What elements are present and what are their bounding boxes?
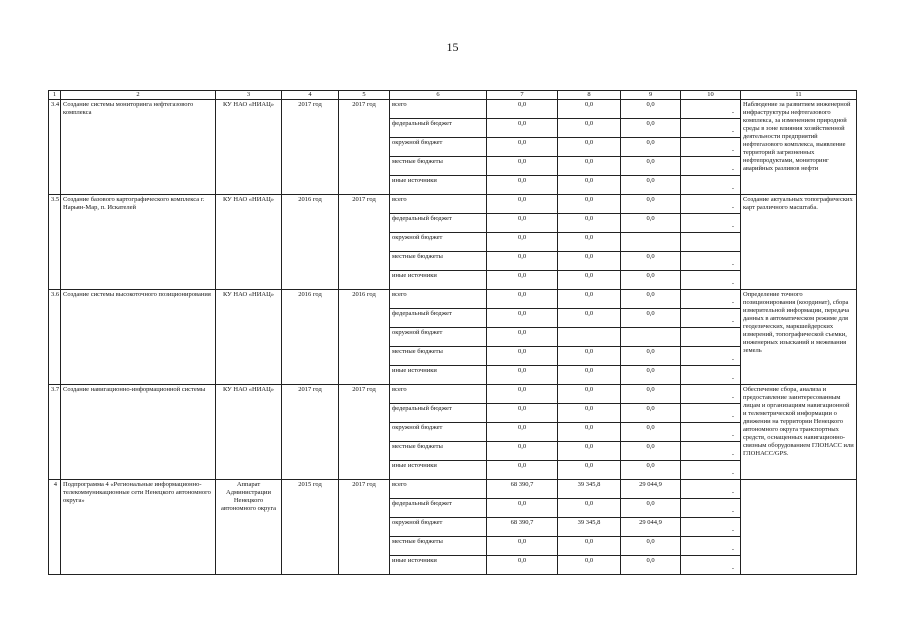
funding-source: окружной бюджет xyxy=(390,328,487,347)
amount-col-8: 39 345,8 xyxy=(558,518,621,537)
amount-col-8: 0,0 xyxy=(558,214,621,233)
amount-col-10: - xyxy=(681,138,741,157)
amount-col-8: 0,0 xyxy=(558,290,621,309)
amount-col-8: 0,0 xyxy=(558,423,621,442)
column-number-row xyxy=(49,91,857,100)
funding-source: иные источники xyxy=(390,556,487,575)
amount-col-8: 0,0 xyxy=(558,404,621,423)
funding-source: федеральный бюджет xyxy=(390,404,487,423)
amount-col-8: 0,0 xyxy=(558,233,621,252)
start-year: 2016 год xyxy=(282,195,339,290)
amount-col-7: 0,0 xyxy=(487,119,558,138)
amount-col-9: 0,0 xyxy=(621,119,681,138)
amount-col-9: 0,0 xyxy=(621,404,681,423)
end-year: 2017 год xyxy=(339,100,390,195)
column-number: 10 xyxy=(681,91,741,100)
amount-col-7: 0,0 xyxy=(487,138,558,157)
amount-col-8 xyxy=(558,328,621,347)
table-row xyxy=(49,290,857,309)
amount-col-7: 0,0 xyxy=(487,347,558,366)
column-number: 6 xyxy=(390,91,487,100)
amount-col-7: 68 390,7 xyxy=(487,480,558,499)
funding-source: местные бюджеты xyxy=(390,347,487,366)
amount-col-10: - xyxy=(681,537,741,556)
table-row xyxy=(49,100,857,119)
amount-col-9: 0,0 xyxy=(621,214,681,233)
funding-source: всего xyxy=(390,290,487,309)
amount-col-8: 0,0 xyxy=(558,138,621,157)
measure-name: Создание системы мониторинга нефтегазового комплекса xyxy=(61,100,216,195)
funding-source: всего xyxy=(390,385,487,404)
column-number: 4 xyxy=(282,91,339,100)
amount-col-9: 0,0 xyxy=(621,537,681,556)
amount-col-9: 0,0 xyxy=(621,138,681,157)
measure-name: Создание системы высокоточного позиционирования xyxy=(61,290,216,385)
funding-source: федеральный бюджет xyxy=(390,119,487,138)
amount-col-10: - xyxy=(681,480,741,499)
funding-source: местные бюджеты xyxy=(390,442,487,461)
amount-col-9: 0,0 xyxy=(621,290,681,309)
amount-col-10: - xyxy=(681,157,741,176)
amount-col-7: 0,0 xyxy=(487,214,558,233)
amount-col-9: 29 044,9 xyxy=(621,518,681,537)
column-number: 5 xyxy=(339,91,390,100)
amount-col-7: 0,0 xyxy=(487,499,558,518)
amount-col-8: 0,0 xyxy=(558,271,621,290)
amount-col-10: - xyxy=(681,366,741,385)
amount-col-7: 68 390,7 xyxy=(487,518,558,537)
amount-col-8: 0,0 xyxy=(558,537,621,556)
end-year: 2016 год xyxy=(339,290,390,385)
amount-col-7: 0,0 xyxy=(487,252,558,271)
amount-col-9: 0,0 xyxy=(621,252,681,271)
amount-col-8: 0,0 xyxy=(558,157,621,176)
funding-source: иные источники xyxy=(390,461,487,480)
amount-col-10: - xyxy=(681,195,741,214)
expected-result: Наблюдение за развитием инженерной инфраструктуры нефтегазового комплекса, за изменением природной среды в зоне влияния хозяйственной деятельности предприятий нефтегазового комплекса, выявление территорий загрязненных нефтепродуктами, мониторинг аварийных разливов нефти xyxy=(741,100,857,195)
column-number: 8 xyxy=(558,91,621,100)
amount-col-9: 0,0 xyxy=(621,442,681,461)
amount-col-8: 0,0 xyxy=(558,309,621,328)
row-number: 3.7 xyxy=(49,385,61,480)
amount-col-10: - xyxy=(681,100,741,119)
funding-source: иные источники xyxy=(390,271,487,290)
amount-col-10: - xyxy=(681,518,741,537)
row-number: 3.4 xyxy=(49,100,61,195)
amount-col-8: 0,0 xyxy=(558,442,621,461)
executor: Аппарат Администрации Ненецкого автономного округа xyxy=(216,480,282,575)
row-number: 4 xyxy=(49,480,61,575)
amount-col-9: 0,0 xyxy=(621,309,681,328)
executor: КУ НАО «НИАЦ» xyxy=(216,195,282,290)
amount-col-10 xyxy=(681,233,741,252)
amount-col-10 xyxy=(681,328,741,347)
row-number: 3.5 xyxy=(49,195,61,290)
table-row xyxy=(49,480,857,499)
amount-col-10: - xyxy=(681,252,741,271)
amount-col-9: 0,0 xyxy=(621,499,681,518)
measure-name: Создание навигационно-информационной системы xyxy=(61,385,216,480)
amount-col-10: - xyxy=(681,385,741,404)
amount-col-10: - xyxy=(681,423,741,442)
end-year: 2017 год xyxy=(339,480,390,575)
amount-col-9 xyxy=(621,233,681,252)
measure-name: Создание базового картографического комплекса г. Нарьян-Мар, п. Искателей xyxy=(61,195,216,290)
funding-source: всего xyxy=(390,195,487,214)
column-number: 11 xyxy=(741,91,857,100)
funding-source: федеральный бюджет xyxy=(390,499,487,518)
amount-col-9: 0,0 xyxy=(621,347,681,366)
funding-source: окружной бюджет xyxy=(390,518,487,537)
amount-col-10: - xyxy=(681,119,741,138)
amount-col-10: - xyxy=(681,499,741,518)
table-row xyxy=(49,195,857,214)
amount-col-9: 0,0 xyxy=(621,271,681,290)
amount-col-7: 0,0 xyxy=(487,271,558,290)
amount-col-7: 0,0 xyxy=(487,309,558,328)
funding-source: федеральный бюджет xyxy=(390,309,487,328)
expected-result: Определение точного позиционирования (координат), сбора измерительной информации, передача данных в автоматическом режиме для геодезических, маркшейдерских измерений, топографической съемки, инженерных изысканий и межевания земель xyxy=(741,290,857,385)
funding-source: федеральный бюджет xyxy=(390,214,487,233)
amount-col-8: 0,0 xyxy=(558,461,621,480)
amount-col-9: 0,0 xyxy=(621,157,681,176)
expected-result: Обеспечение сбора, анализа и предоставление заинтересованным лицам и организациям навигационной и телеметрической информации о движении на территории Ненецкого автономного округа транспортных средств, оснащенных навигационно-связным оборудованием ГЛОНАСС или ГЛОНАСС/GPS. xyxy=(741,385,857,480)
amount-col-8: 0,0 xyxy=(558,366,621,385)
funding-source: местные бюджеты xyxy=(390,537,487,556)
amount-col-7: 0,0 xyxy=(487,442,558,461)
funding-source: иные источники xyxy=(390,176,487,195)
amount-col-7: 0,0 xyxy=(487,385,558,404)
column-number: 9 xyxy=(621,91,681,100)
page-number: 15 xyxy=(446,40,459,54)
column-number: 3 xyxy=(216,91,282,100)
amount-col-10: - xyxy=(681,271,741,290)
end-year: 2017 год xyxy=(339,195,390,290)
funding-source: всего xyxy=(390,100,487,119)
start-year: 2016 год xyxy=(282,290,339,385)
expected-result: Создание актуальных топографических карт различного масштаба. xyxy=(741,195,857,290)
amount-col-10: - xyxy=(681,442,741,461)
executor: КУ НАО «НИАЦ» xyxy=(216,290,282,385)
funding-source: местные бюджеты xyxy=(390,252,487,271)
measure-name: Подпрограмма 4 «Региональные информационно-телекоммуникационные сети Ненецкого автономного округа» xyxy=(61,480,216,575)
funding-source: иные источники xyxy=(390,366,487,385)
amount-col-8: 0,0 xyxy=(558,119,621,138)
amount-col-10: - xyxy=(681,214,741,233)
amount-col-9: 0,0 xyxy=(621,556,681,575)
column-number: 2 xyxy=(61,91,216,100)
amount-col-7: 0,0 xyxy=(487,328,558,347)
amount-col-7: 0,0 xyxy=(487,290,558,309)
amount-col-9: 0,0 xyxy=(621,100,681,119)
amount-col-8: 0,0 xyxy=(558,195,621,214)
amount-col-8: 0,0 xyxy=(558,100,621,119)
amount-col-7: 0,0 xyxy=(487,423,558,442)
expected-result xyxy=(741,480,857,575)
amount-col-7: 0,0 xyxy=(487,556,558,575)
amount-col-8: 39 345,8 xyxy=(558,480,621,499)
start-year: 2017 год xyxy=(282,385,339,480)
amount-col-9: 0,0 xyxy=(621,461,681,480)
amount-col-10: - xyxy=(681,176,741,195)
amount-col-7: 0,0 xyxy=(487,157,558,176)
amount-col-7: 0,0 xyxy=(487,195,558,214)
amount-col-9: 0,0 xyxy=(621,195,681,214)
executor: КУ НАО «НИАЦ» xyxy=(216,100,282,195)
amount-col-7: 0,0 xyxy=(487,366,558,385)
amount-col-10: - xyxy=(681,404,741,423)
amount-col-9: 0,0 xyxy=(621,385,681,404)
amount-col-7: 0,0 xyxy=(487,537,558,556)
amount-col-10: - xyxy=(681,556,741,575)
row-number: 3.6 xyxy=(49,290,61,385)
amount-col-10: - xyxy=(681,461,741,480)
amount-col-9 xyxy=(621,328,681,347)
amount-col-9: 0,0 xyxy=(621,423,681,442)
start-year: 2015 год xyxy=(282,480,339,575)
funding-source: окружной бюджет xyxy=(390,233,487,252)
column-number: 7 xyxy=(487,91,558,100)
amount-col-7: 0,0 xyxy=(487,100,558,119)
amount-col-7: 0,0 xyxy=(487,176,558,195)
amount-col-8: 0,0 xyxy=(558,252,621,271)
executor: КУ НАО «НИАЦ» xyxy=(216,385,282,480)
amount-col-9: 0,0 xyxy=(621,176,681,195)
amount-col-7: 0,0 xyxy=(487,233,558,252)
start-year: 2017 год xyxy=(282,100,339,195)
funding-source: окружной бюджет xyxy=(390,138,487,157)
funding-source: местные бюджеты xyxy=(390,157,487,176)
end-year: 2017 год xyxy=(339,385,390,480)
amount-col-8: 0,0 xyxy=(558,499,621,518)
amount-col-10: - xyxy=(681,347,741,366)
amount-col-9: 29 044,9 xyxy=(621,480,681,499)
funding-source: всего xyxy=(390,480,487,499)
amount-col-8: 0,0 xyxy=(558,176,621,195)
amount-col-8: 0,0 xyxy=(558,347,621,366)
amount-col-7: 0,0 xyxy=(487,404,558,423)
amount-col-10: - xyxy=(681,290,741,309)
funding-source: окружной бюджет xyxy=(390,423,487,442)
table-row xyxy=(49,385,857,404)
amount-col-7: 0,0 xyxy=(487,461,558,480)
amount-col-8: 0,0 xyxy=(558,385,621,404)
amount-col-9: 0,0 xyxy=(621,366,681,385)
program-table xyxy=(48,90,857,575)
amount-col-10: - xyxy=(681,309,741,328)
column-number: 1 xyxy=(49,91,61,100)
amount-col-8: 0,0 xyxy=(558,556,621,575)
